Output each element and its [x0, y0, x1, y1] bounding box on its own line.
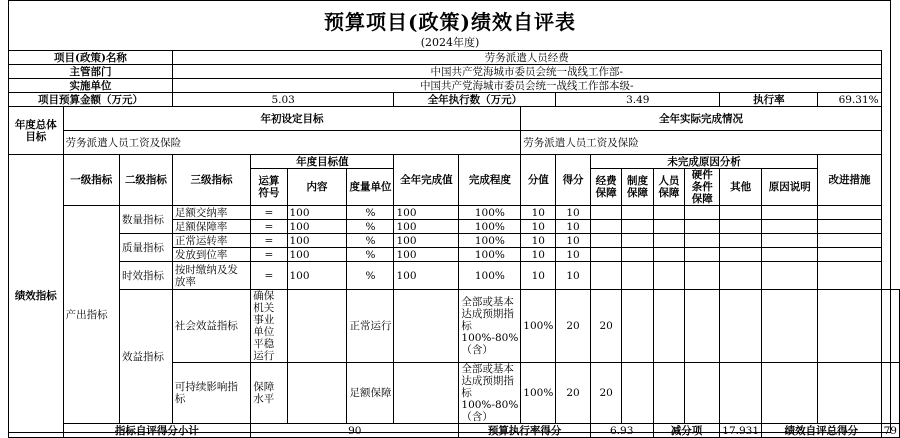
effect-score-value: 20 [556, 290, 590, 363]
row-degree: 100% [459, 248, 521, 262]
row-op: = [251, 206, 287, 220]
initial-goal: 劳务派遣人员工资及保险 [63, 131, 521, 155]
row-name: 足额交纳率 [172, 206, 250, 220]
row-unit: % [347, 262, 394, 290]
effect-lvl2: 可持续影响指标 [172, 363, 250, 424]
row-op: = [251, 234, 287, 248]
header-lvl1: 一级指标 [63, 155, 119, 206]
effect-score-value: 20 [556, 363, 590, 424]
exec-score-value: 6.93 [590, 424, 653, 438]
total-label: 绩效自评总得分 [762, 424, 882, 438]
exec-score-label: 预算执行率得分 [459, 424, 590, 438]
budget-value: 5.03 [172, 93, 394, 107]
dept-value: 中国共产党海城市委员会统一战线工作部- [172, 65, 881, 79]
header-reason-funding: 经费保障 [590, 169, 622, 206]
header-fix: 改进措施 [818, 155, 881, 206]
row-degree: 100% [459, 262, 521, 290]
header-score: 得分 [556, 155, 590, 206]
row-score-value: 10 [521, 248, 556, 262]
row-unit: % [347, 220, 394, 234]
effect-name: 保障水平 [251, 363, 287, 424]
effect-name: 确保机关事业单位平稳运行 [251, 290, 287, 363]
row-degree: 100% [459, 234, 521, 248]
effect-degree: 100% [521, 363, 556, 424]
row-score-value: 10 [521, 206, 556, 220]
rate-label: 执行率 [720, 93, 818, 107]
header-lvl3: 三级指标 [172, 155, 250, 206]
row-score: 10 [556, 220, 590, 234]
initial-goal-label: 年初设定目标 [63, 107, 521, 131]
time-label: 时效指标 [119, 262, 172, 290]
effect-score: 20 [590, 363, 622, 424]
header-op: 运算符号 [251, 169, 287, 206]
subtotal-value: 90 [251, 424, 459, 438]
page-title: 预算项目(政策)绩效自评表 [324, 10, 576, 34]
row-done: 100 [394, 220, 459, 234]
impl-value: 中国共产党海城市委员会统一战线工作部本级- [172, 79, 881, 93]
row-score-value: 10 [521, 262, 556, 290]
header-degree: 完成程度 [459, 155, 521, 206]
effect-lvl2: 社会效益指标 [172, 290, 250, 363]
header-content: 内容 [287, 169, 347, 206]
row-content: 100 [287, 220, 347, 234]
row-done: 100 [394, 206, 459, 220]
header-target-value: 年度目标值 [251, 155, 394, 169]
quality-label: 质量指标 [119, 234, 172, 262]
project-name-value: 劳务派遣人员经费 [172, 51, 881, 65]
actual-goal: 劳务派遣人员工资及保险 [521, 131, 881, 155]
impl-label: 实施单位 [9, 79, 173, 93]
row-content: 100 [287, 262, 347, 290]
row-content: 100 [287, 248, 347, 262]
row-op: = [251, 220, 287, 234]
row-content: 100 [287, 234, 347, 248]
row-op: = [251, 262, 287, 290]
exec-label: 全年执行数（万元） [394, 93, 556, 107]
header-reasons: 未完成原因分析 [590, 155, 818, 169]
deduct-label: 减分项 [653, 424, 720, 438]
subtotal-label: 指标自评得分小计 [63, 424, 251, 438]
header-lvl2: 二级指标 [119, 155, 172, 206]
row-done: 100 [394, 262, 459, 290]
header-reason-staff: 人员保障 [653, 169, 685, 206]
effect-degree: 100% [521, 290, 556, 363]
header-reason-other: 其他 [720, 169, 762, 206]
effect-content: 足额保障 [347, 363, 394, 424]
row-unit: % [347, 234, 394, 248]
row-content: 100 [287, 206, 347, 220]
output-label: 产出指标 [63, 206, 119, 424]
header-reason-hardware: 硬件条件保障 [685, 169, 720, 206]
row-unit: % [347, 248, 394, 262]
effect-label: 效益指标 [119, 290, 172, 424]
row-done: 100 [394, 248, 459, 262]
row-op: = [251, 248, 287, 262]
perf-label: 绩效指标 [9, 155, 64, 438]
rate-value: 69.31% [818, 93, 881, 107]
effect-done: 全部或基本达成预期指标100%-80%（含） [459, 363, 521, 424]
header-unit: 度量单位 [347, 169, 394, 206]
header-score-value: 分值 [521, 155, 556, 206]
effect-content: 正常运行 [347, 290, 394, 363]
row-score: 10 [556, 234, 590, 248]
effect-score: 20 [590, 290, 622, 363]
project-name-label: 项目(政策)名称 [9, 51, 173, 65]
row-name: 正常运转率 [172, 234, 250, 248]
effect-done: 全部或基本达成预期指标100%-80%（含） [459, 290, 521, 363]
row-score-value: 10 [521, 220, 556, 234]
dept-label: 主管部门 [9, 65, 173, 79]
row-score: 10 [556, 262, 590, 290]
actual-goal-label: 全年实际完成情况 [521, 107, 881, 131]
header-reason-system: 制度保障 [622, 169, 653, 206]
row-unit: % [347, 206, 394, 220]
row-done: 100 [394, 234, 459, 248]
row-degree: 100% [459, 206, 521, 220]
row-score-value: 10 [521, 234, 556, 248]
row-name: 足额保障率 [172, 220, 250, 234]
goals-label: 年度总体目标 [9, 107, 64, 155]
evaluation-table [8, 50, 900, 438]
row-name: 发放到位率 [172, 248, 250, 262]
total-value: 79 [881, 424, 899, 438]
exec-value: 3.49 [556, 93, 720, 107]
header-reason-note: 原因说明 [762, 169, 818, 206]
deduct-value: 17.931 [720, 424, 762, 438]
budget-label: 项目预算金额（万元） [9, 93, 173, 107]
row-degree: 100% [459, 220, 521, 234]
quantity-label: 数量指标 [119, 206, 172, 234]
page-year: (2024年度) [420, 36, 480, 49]
row-name: 按时缴纳及发放率 [172, 262, 250, 290]
row-score: 10 [556, 248, 590, 262]
header-done: 全年完成值 [394, 155, 459, 206]
row-score: 10 [556, 206, 590, 220]
